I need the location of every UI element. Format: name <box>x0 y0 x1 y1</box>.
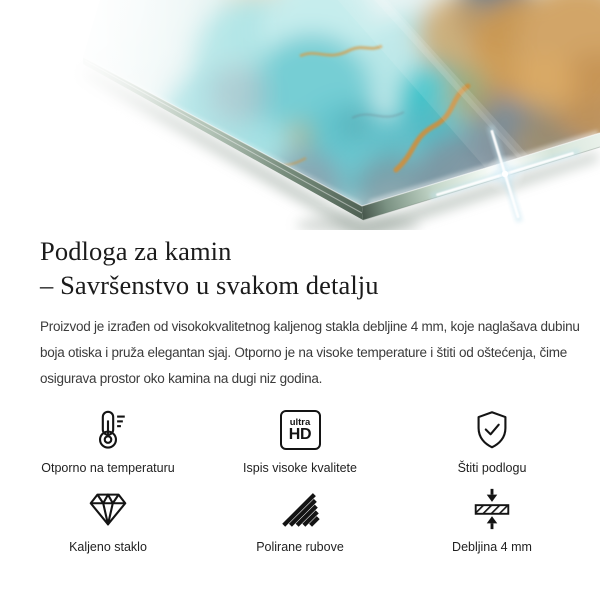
description-line-1: Proizvod je izrađen od visokokvalitetnog kaljenog stakla debljine 4 mm, koje naglašava dubinu <box>40 319 580 334</box>
title-line-2: – Savršenstvo u svakom detalju <box>40 270 379 300</box>
feature-temperature <box>12 407 204 476</box>
feature-label: Štiti podlogu <box>457 461 527 476</box>
product-hero-image <box>0 0 600 230</box>
polished-edges-icon <box>277 486 323 532</box>
glass-panel-illustration <box>0 0 600 230</box>
feature-tempered-glass <box>12 486 204 555</box>
title-line-1: Podloga za kamin <box>40 236 232 266</box>
product-description-text <box>40 314 600 391</box>
feature-label: Kaljeno staklo <box>69 540 147 555</box>
shield-check-icon <box>469 407 515 453</box>
feature-label: Ispis visoke kvalitete <box>243 461 357 476</box>
feature-label: Polirane rubove <box>256 540 344 555</box>
feature-label: Otporno na temperaturu <box>41 461 175 476</box>
ultra-hd-badge-top: ultra <box>289 416 311 428</box>
feature-thickness <box>396 486 588 555</box>
feature-print-quality <box>204 407 396 476</box>
product-description-section <box>0 230 600 555</box>
feature-polished-edges <box>204 486 396 555</box>
thermometer-icon <box>85 407 131 453</box>
page-title <box>40 234 600 302</box>
diamond-icon <box>85 486 131 532</box>
description-line-3: osigurava prostor oko kamina na dugi niz godina. <box>40 370 323 386</box>
ultra-hd-icon <box>280 407 321 453</box>
feature-protection <box>396 407 588 476</box>
thickness-arrows-icon <box>469 486 515 532</box>
features-grid <box>12 407 600 555</box>
ultra-hd-badge-bottom: HD <box>288 425 312 443</box>
feature-label: Debljina 4 mm <box>452 540 532 555</box>
description-line-2: boja otiska i pruža elegantan sjaj. Otporno je na visoke temperature i štiti od oštećenja, čime <box>40 344 568 360</box>
